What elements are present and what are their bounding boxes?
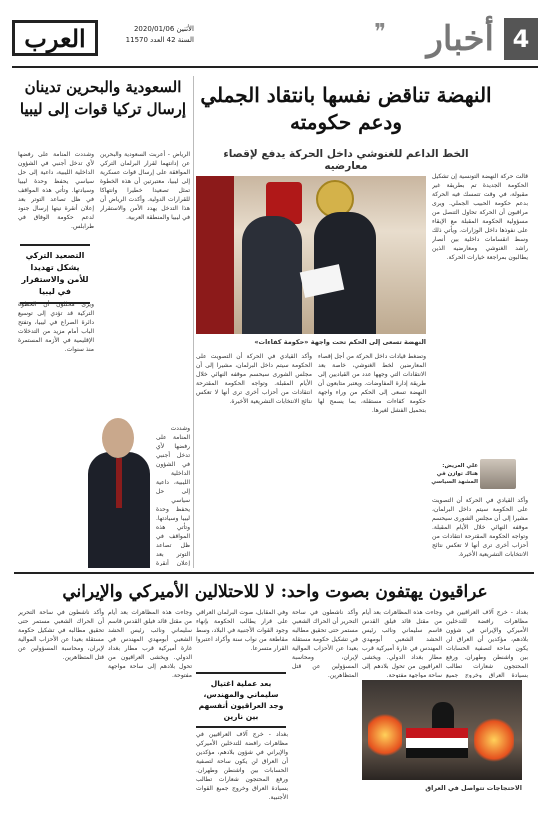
main-body-right: قالت حركة النهضة التونسية إن تشكيل الحكومة الجديدة تم بطريقة غير مقبولة، في وقت تتمسك فيه الحركة بدعم حكومة الحبيب الجملي. ويرى مراقبون أن الحركة تحاول التنصل من مسؤولية الحكومة المقبلة مع الإبقاء على نفوذها داخل الوزارات. ويأتي ذلك وسط انقسامات داخلية بين أنصار راشد الغنوشي ومعارضيه الذين يطالبون بمراجعة خيارات الحركة. bbox=[432, 173, 528, 261]
page-number: 4 bbox=[504, 18, 538, 60]
iraq-photo-caption: الاحتجاجات تتواصل في العراق bbox=[425, 784, 522, 792]
issue-info bbox=[104, 24, 194, 46]
main-photo bbox=[196, 176, 426, 334]
side-body-a: الرياض - أعربت السعودية والبحرين عن إدانتهما لقرار البرلمان التركي الموافقة على إرسال قوات عسكرية إلى ليبيا، معتبرتين أن هذه الخطوة تمثل تصعيدا خطيرا وانتهاكا للقرارات الدولية. وأكدت الرياض أن هذا التدخل يهدد الأمن والاستقرار في ليبيا والمنطقة العربية. bbox=[100, 151, 190, 221]
side-body-b: وشددت المنامة على رفضها لأي تدخل أجنبي في الشؤون الداخلية الليبية، داعية إلى حل سياسي يحفظ وحدة ليبيا وسيادتها. وتأتي هذه المواقف في ظل تصاعد التوتر بعد إعلان أنقرة نيتها إرسال جنود لدعم حكومة الوفاق في طرابلس. bbox=[18, 151, 94, 230]
main-subheadline: الخط الداعم للغنوشي داخل الحركة يدفع لإقصاء معارضيه bbox=[223, 148, 469, 172]
side-pullquote: التصعيد التركي يشكل تهديدا للأمن والاستقرار في ليبيا bbox=[20, 244, 90, 304]
side-body-c: ويرى محللون أن الخطوة التركية قد تؤدي إلى توسيع دائرة الصراع في ليبيا، وتفتح الباب أمام مزيد من التدخلات الإقليمية في الأزمة المستمرة منذ سنوات. bbox=[18, 301, 94, 353]
quote-icon: ❞ bbox=[374, 20, 386, 45]
main-body-mid: وتضغط قيادات داخل الحركة من أجل إقصاء المعارضين لخط الغنوشي، خاصة بعد الانتقادات التي وجهها عدد من القياديين إلى طريقة إدارة المفاوضات. ويعتبر متابعون أن النهضة تسعى إلى الحكم من وراء واجهة حكومة كفاءات مستقلة، بما يسمح لها بتحميل الفشل لغيرها. bbox=[318, 353, 426, 414]
side-body-d: وشددت المنامة على رفضها لأي تدخل أجنبي في الشؤون الداخلية الليبية، داعية إلى حل سياسي يحفظ وحدة ليبيا وسيادتها. وتأتي هذه المواقف في ظل تصاعد التوتر بعد إعلان أنقرة bbox=[156, 425, 190, 566]
erdogan-photo bbox=[84, 418, 154, 568]
iraq-protest-photo bbox=[362, 680, 522, 780]
section-title: أخبار bbox=[426, 19, 494, 59]
newspaper-logo: العرب bbox=[12, 20, 98, 56]
bottom-body-d: وفي المقابل، صوت البرلمان العراقي على قرار يطالب الحكومة بإنهاء وجود القوات الأجنبية في البلاد، وسط مقاطعة من نواب سنة وأكراد اعتبروا القرار متسرعا. bbox=[196, 609, 288, 652]
bottom-body-a: بغداد - خرج آلاف العراقيين في مظاهرات رافضة للتدخلين الأميركي والإيراني في شؤون بلادهم، مؤكدين أن العراق لن يكون ساحة لتصفية الحسابات بين واشنطن وطهران. ورفع المحتجون شعارات تطالب بسيادة العراق وخروج جميع bbox=[446, 609, 528, 678]
main-headline: النهضة تناقض نفسها بانتقاد الجملي ودعم حكومته bbox=[200, 83, 492, 134]
main-body-left: وأكد القيادي في الحركة أن التصويت على الحكومة سيتم داخل البرلمان، مشيرا إلى أن مجلس الشورى سيحسم موقفه النهائي خلال الأيام المقبلة. وتواجه الحكومة المقترحة انتقادات من أحزاب أخرى ترى أنها لا تعكس نتائج الانتخابات التشريعية الأخيرة. bbox=[196, 353, 312, 405]
portrait-caption: علي العريض: هناك توازن في المشهد السياسي bbox=[431, 463, 478, 485]
bottom-headline: عراقيون يهتفون بصوت واحد: لا للاحتلالين الأميركي والإيراني bbox=[62, 582, 488, 602]
bottom-body-c: وأكد ناشطون في ساحة التحرير أن الحراك الشعبي مستمر حتى تحقيق مطالبه في تشكيل حكومة مستقلة بعيدا عن الأحزاب الموالية لإيران، ومحاسبة المسؤولين عن قتل المتظاهرين. bbox=[292, 609, 358, 679]
section-divider bbox=[14, 572, 534, 574]
bottom-body-f: وجاءت هذه المظاهرات بعد أيام من مقتل قائد فيلق القدس قاسم سليماني ونائب رئيس الحشد الشعبي أبومهدي المهندس في غارة أميركية قرب مطار بغداد الدولي. ويخشى العراقيون من تحول بلادهم إلى ساحة مواجهة مفتوحة. bbox=[108, 609, 192, 679]
bottom-body-g: وأكد ناشطون في ساحة التحرير أن الحراك الشعبي مستمر حتى تحقيق مطالبه في تشكيل حكومة مستقلة بعيدا عن الأحزاب الموالية لإيران، ومحاسبة المسؤولين عن قتل المتظاهرين. bbox=[18, 609, 104, 661]
side-headline: السعودية والبحرين تدينان إرسال تركيا قوات إلى ليبيا bbox=[19, 78, 187, 118]
issue-number: السنة 42 العدد 11570 bbox=[125, 36, 194, 44]
bottom-pullquote: بعد عملية اغتيال سليماني والمهندس، وجد العراقيون أنفسهم بين نارين bbox=[196, 672, 286, 728]
masthead bbox=[12, 16, 538, 68]
main-body-right-lower: وأكد القيادي في الحركة أن التصويت على الحكومة سيتم داخل البرلمان، مشيرا إلى أن مجلس الشورى سيحسم موقفه النهائي خلال الأيام المقبلة. وتواجه الحكومة المقترحة انتقادات من أحزاب أخرى ترى أنها لا تعكس نتائج الانتخابات التشريعية الأخيرة. bbox=[432, 497, 528, 558]
bottom-body-e: بغداد - خرج آلاف العراقيين في مظاهرات رافضة للتدخلين الأميركي والإيراني في شؤون بلادهم، مؤكدين أن العراق لن يكون ساحة لتصفية الحسابات بين واشنطن وطهران. ورفع المحتجون شعارات تطالب بسيادة العراق وخروج جميع القوات الأجنبية. bbox=[196, 731, 288, 801]
portrait-photo bbox=[480, 459, 516, 489]
column-divider bbox=[193, 76, 194, 568]
issue-date: الأثنين 2020/01/06 bbox=[133, 25, 194, 33]
main-photo-caption: النهضة تسعى إلى الحكم تحت واجهة «حكومة كفاءات» bbox=[254, 338, 426, 346]
bottom-body-b: وجاءت هذه المظاهرات بعد أيام من مقتل قائد فيلق القدس قاسم سليماني ونائب رئيس الحشد الشعبي أبومهدي المهندس في غارة أميركية قرب مطار بغداد الدولي. ويخشى العراقيون من تحول بلادهم إلى ساحة مواجهة مفتوحة. bbox=[362, 609, 442, 678]
